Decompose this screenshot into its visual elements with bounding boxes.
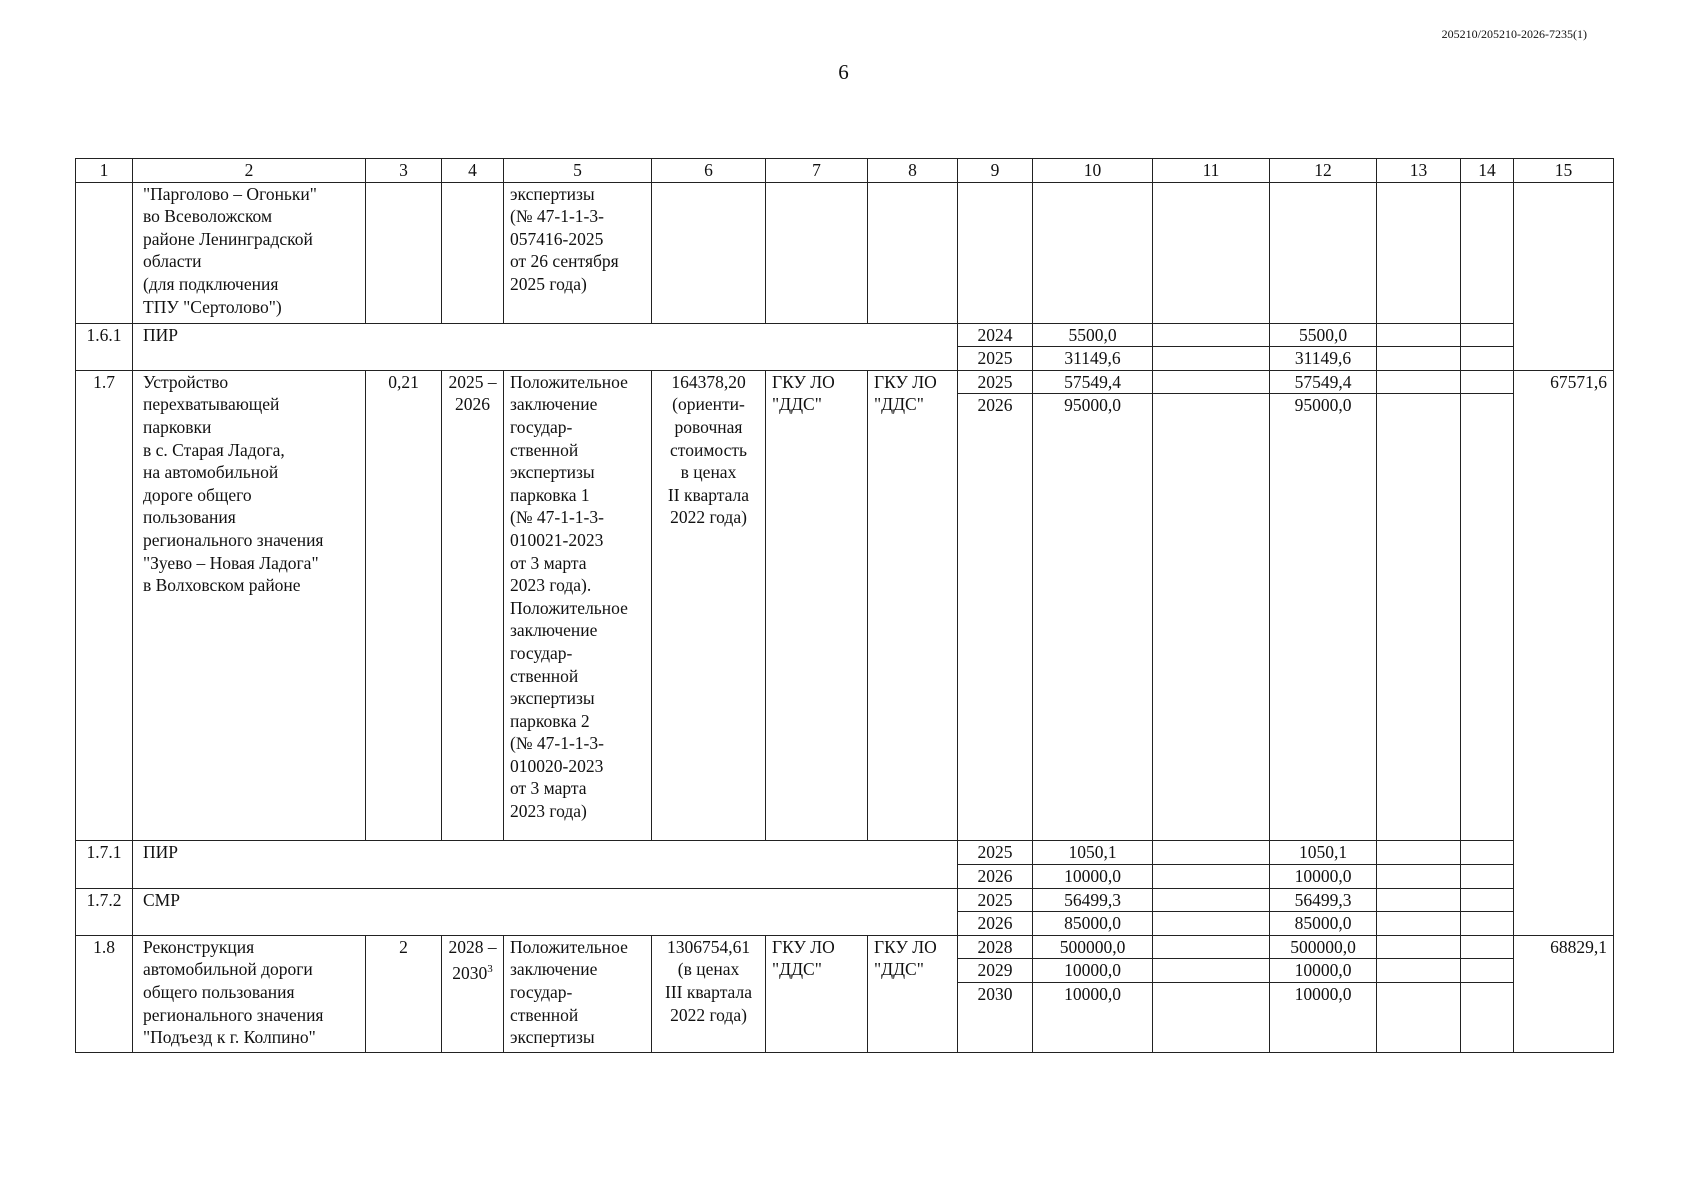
cell-local — [1377, 370, 1461, 394]
cell-local — [1377, 912, 1461, 936]
table-row — [76, 370, 1614, 394]
header-row — [76, 159, 1614, 183]
cell-period — [442, 935, 504, 1052]
cell-other — [1461, 323, 1514, 347]
cell-local — [1377, 323, 1461, 347]
cell-year: 2028 — [958, 935, 1033, 959]
cell-stage-label: СМР — [133, 888, 958, 935]
period-start: 2028 – — [448, 936, 497, 957]
cell-local — [1377, 182, 1461, 323]
cell-year: 2026 — [958, 912, 1033, 936]
header-cell: 6 — [652, 159, 766, 183]
cell-year — [958, 182, 1033, 323]
cell-regional: 31149,6 — [1270, 347, 1377, 371]
cell-total: 56499,3 — [1033, 888, 1153, 912]
table-row — [76, 935, 1614, 959]
cell-federal — [1153, 959, 1270, 983]
cell-federal — [1153, 982, 1270, 1052]
cell-local — [1377, 959, 1461, 983]
cell-total: 10000,0 — [1033, 959, 1153, 983]
cell-local — [1377, 394, 1461, 841]
cell-federal — [1153, 323, 1270, 347]
header-cell: 4 — [442, 159, 504, 183]
cell-customer: ГКУ ЛО "ДДС" — [766, 370, 868, 841]
cell-period: 2025 – 2026 — [442, 370, 504, 841]
cell-total: 1050,1 — [1033, 841, 1153, 865]
cell-length: 2 — [366, 935, 442, 1052]
cell-federal — [1153, 841, 1270, 865]
cell-customer: ГКУ ЛО "ДДС" — [766, 935, 868, 1052]
header-cell: 15 — [1514, 159, 1614, 183]
cell-other — [1461, 982, 1514, 1052]
cell-total: 85000,0 — [1033, 912, 1153, 936]
cell-other — [1461, 864, 1514, 888]
cell-local — [1377, 347, 1461, 371]
cell-other — [1461, 912, 1514, 936]
cell-other — [1461, 182, 1514, 323]
cell-contractor: ГКУ ЛО "ДДС" — [868, 935, 958, 1052]
cell-regional: 85000,0 — [1270, 912, 1377, 936]
cell-length — [366, 182, 442, 323]
cell-c15: 68829,1 — [1514, 935, 1614, 1052]
cell-regional: 10000,0 — [1270, 864, 1377, 888]
cell-regional: 5500,0 — [1270, 323, 1377, 347]
table-row — [76, 841, 1614, 865]
cell-year: 2026 — [958, 394, 1033, 841]
cell-regional: 500000,0 — [1270, 935, 1377, 959]
table-row — [76, 182, 1614, 323]
header-cell: 8 — [868, 159, 958, 183]
cell-c15: 67571,6 — [1514, 370, 1614, 935]
document-id: 205210/205210-2026-7235(1) — [1441, 27, 1587, 41]
cell-expertise: экспертизы (№ 47-1-1-3- 057416-2025 от 26 сентября 2025 года) — [504, 182, 652, 323]
header-cell: 2 — [133, 159, 366, 183]
cell-federal — [1153, 394, 1270, 841]
header-cell: 11 — [1153, 159, 1270, 183]
cell-length: 0,21 — [366, 370, 442, 841]
cell-other — [1461, 841, 1514, 865]
cell-year: 2029 — [958, 959, 1033, 983]
cell-year: 2025 — [958, 347, 1033, 371]
period-end: 2030 — [452, 963, 488, 984]
header-cell: 14 — [1461, 159, 1514, 183]
cell-total: 10000,0 — [1033, 864, 1153, 888]
cell-number: 1.6.1 — [76, 323, 133, 370]
cell-other — [1461, 959, 1514, 983]
program-table — [75, 158, 1614, 1053]
cell-local — [1377, 864, 1461, 888]
cell-total: 57549,4 — [1033, 370, 1153, 394]
cell-federal — [1153, 370, 1270, 394]
cell-stage-label: ПИР — [133, 323, 958, 370]
cell-object-name: Устройство перехватывающей парковки в с. Старая Ладога, на автомобильной дороге общего пользования регионального значения "Зуево – Новая Ладога" в Волховском районе — [133, 370, 366, 841]
cell-year: 2024 — [958, 323, 1033, 347]
cell-total — [1033, 182, 1153, 323]
cell-year: 2026 — [958, 864, 1033, 888]
cell-stage-label: ПИР — [133, 841, 958, 888]
page-number: 6 — [838, 60, 849, 84]
cell-total: 95000,0 — [1033, 394, 1153, 841]
cell-local — [1377, 935, 1461, 959]
header-cell: 3 — [366, 159, 442, 183]
header-cell: 7 — [766, 159, 868, 183]
cell-cost — [652, 182, 766, 323]
cell-cost: 164378,20 (ориенти- ровочная стоимость в ценах II квартала 2022 года) — [652, 370, 766, 841]
cell-year: 2025 — [958, 888, 1033, 912]
cell-object-name: Реконструкция автомобильной дороги общего пользования регионального значения "Подъезд к г. Колпино" — [133, 935, 366, 1052]
cell-other — [1461, 394, 1514, 841]
cell-c15 — [1514, 182, 1614, 370]
cell-year: 2025 — [958, 841, 1033, 865]
header-cell: 13 — [1377, 159, 1461, 183]
cell-regional: 10000,0 — [1270, 982, 1377, 1052]
cell-regional: 56499,3 — [1270, 888, 1377, 912]
header-cell: 5 — [504, 159, 652, 183]
cell-contractor — [868, 182, 958, 323]
cell-regional: 57549,4 — [1270, 370, 1377, 394]
cell-federal — [1153, 935, 1270, 959]
cell-total: 10000,0 — [1033, 982, 1153, 1052]
cell-total: 31149,6 — [1033, 347, 1153, 371]
cell-local — [1377, 982, 1461, 1052]
header-cell: 12 — [1270, 159, 1377, 183]
header-cell: 9 — [958, 159, 1033, 183]
cell-federal — [1153, 864, 1270, 888]
header-cell: 1 — [76, 159, 133, 183]
cell-federal — [1153, 888, 1270, 912]
cell-contractor: ГКУ ЛО "ДДС" — [868, 370, 958, 841]
cell-regional: 95000,0 — [1270, 394, 1377, 841]
cell-other — [1461, 347, 1514, 371]
cell-expertise: Положительное заключение государ- ственной экспертизы — [504, 935, 652, 1052]
cell-regional: 1050,1 — [1270, 841, 1377, 865]
cell-other — [1461, 935, 1514, 959]
table-row — [76, 323, 1614, 347]
cell-regional: 10000,0 — [1270, 959, 1377, 983]
cell-cost: 1306754,61 (в ценах III квартала 2022 года) — [652, 935, 766, 1052]
cell-number: 1.7 — [76, 370, 133, 841]
cell-federal — [1153, 182, 1270, 323]
cell-regional — [1270, 182, 1377, 323]
header-cell: 10 — [1033, 159, 1153, 183]
cell-year: 2030 — [958, 982, 1033, 1052]
cell-number: 1.8 — [76, 935, 133, 1052]
cell-federal — [1153, 347, 1270, 371]
cell-total: 500000,0 — [1033, 935, 1153, 959]
cell-local — [1377, 841, 1461, 865]
cell-number — [76, 182, 133, 323]
cell-expertise: Положительное заключение государ- ственной экспертизы парковка 1 (№ 47-1-1-3- 010021-2023 от 3 марта 2023 года). Положительное заключение государ- ственной экспертизы парковка 2 (№ 47-1-1-3- 010020-2023 от 3 марта 2023 года) — [504, 370, 652, 841]
cell-other — [1461, 888, 1514, 912]
cell-other — [1461, 370, 1514, 394]
table-row — [76, 888, 1614, 912]
cell-total: 5500,0 — [1033, 323, 1153, 347]
cell-object-name: "Парголово – Огоньки" во Всеволожском районе Ленинградской области (для подключения ТПУ "Сертолово") — [133, 182, 366, 323]
cell-federal — [1153, 912, 1270, 936]
cell-local — [1377, 888, 1461, 912]
cell-period — [442, 182, 504, 323]
footnote-mark: 3 — [487, 963, 493, 976]
cell-number: 1.7.2 — [76, 888, 133, 935]
cell-year: 2025 — [958, 370, 1033, 394]
cell-number: 1.7.1 — [76, 841, 133, 888]
cell-customer — [766, 182, 868, 323]
